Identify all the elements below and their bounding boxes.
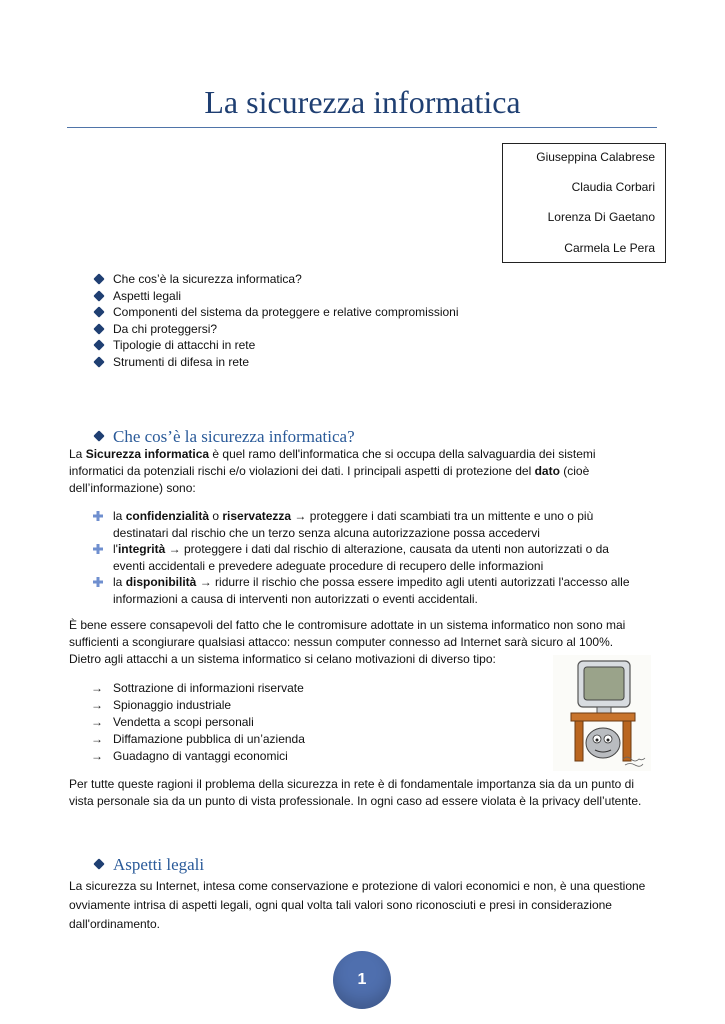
diamond-bullet-icon xyxy=(93,273,104,284)
diamond-bullet-icon xyxy=(93,339,104,350)
author-name: Claudia Corbari xyxy=(571,180,655,194)
cross-bullet-icon xyxy=(93,577,103,587)
computer-cartoon-illustration xyxy=(553,655,651,771)
diamond-bullet-icon xyxy=(93,306,104,317)
arrow-right-icon: → xyxy=(91,749,103,763)
section-heading-sicurezza: Che cos’è la sicurezza informatica? xyxy=(95,427,355,447)
authors-box xyxy=(502,143,666,263)
arrow-right-icon: → xyxy=(91,715,103,729)
list-item: → Sottrazione di informazioni riservate xyxy=(91,681,304,695)
legal-paragraph: La sicurezza su Internet, intesa come conservazione e protezione di valori economici e non, è una questione ovviamente intrisa di aspetti legali, ogni qual volta tali valori sono riconosciuti e presi in considerazione dall'ordinamento. xyxy=(69,879,646,931)
toc-item[interactable]: Tipologie di attacchi in rete xyxy=(95,337,459,354)
section-heading-aspetti-legali: Aspetti legali xyxy=(95,855,204,875)
consapevolezza-paragraph: È bene essere consapevoli del fatto che le contromisure adottate in un sistema informatico non sono mai sufficienti a scongiurare qualsiasi attacco: nessun computer connesso ad Internet sarà sicuro al 100%. Dietro agli attacchi a un sistema informatico si celano motivazioni di diverso tipo: xyxy=(69,618,626,666)
list-item: → Guadagno di vantaggi economici xyxy=(91,749,288,763)
diamond-bullet-icon xyxy=(93,323,104,334)
page-number-badge: 1 xyxy=(333,951,391,1009)
title-divider xyxy=(67,127,657,128)
cross-bullet-icon xyxy=(93,511,103,521)
author-name: Lorenza Di Gaetano xyxy=(547,210,655,224)
arrow-right-icon: → xyxy=(91,732,103,746)
author-name: Carmela Le Pera xyxy=(564,241,655,255)
list-item: → Spionaggio industriale xyxy=(91,698,232,712)
toc-item[interactable]: Che cos’è la sicurezza informatica? xyxy=(95,271,459,288)
diamond-bullet-icon xyxy=(93,430,104,441)
intro-paragraph: La Sicurezza informatica è quel ramo dell'informatica che si occupa della salvaguardia dei sistemi informatici da potenziali rischi e/o violazioni dei dati. I principali aspetti di protezione del dato (cioè dell’informazione) sono: xyxy=(69,447,596,495)
list-item: l'integrità → proteggere i dati dal rischio di alterazione, causata da utenti non autorizzati o da eventi accidentali e prevedere adeguate procedure di recupero delle informazioni xyxy=(113,541,673,574)
document-title: La sicurezza informatica xyxy=(204,84,521,120)
motivations-list xyxy=(91,680,473,765)
arrow-right-icon: → xyxy=(91,681,103,695)
list-item: → Diffamazione pubblica di un’azienda xyxy=(91,732,305,746)
author-name: Giuseppina Calabrese xyxy=(536,150,655,164)
table-of-contents xyxy=(95,271,459,370)
arrow-right-icon: → xyxy=(91,698,103,712)
conclusion-paragraph: Per tutte queste ragioni il problema della sicurezza in rete è di fondamentale importanza sia da un punto di vista personale sia da un punto di vista professionale. In ogni caso ad essere violata è la privacy dell’utente. xyxy=(69,777,642,808)
list-item: la disponibilità → ridurre il rischio che possa essere impedito agli utenti autorizzati l'accesso alle informazioni a causa di interventi non autorizzati o eventi accidentali. xyxy=(113,574,673,607)
cross-bullet-icon xyxy=(93,544,103,554)
list-item: → Vendetta a scopi personali xyxy=(91,715,254,729)
toc-item[interactable]: Strumenti di difesa in rete xyxy=(95,354,459,371)
toc-item[interactable]: Componenti del sistema da proteggere e relative compromissioni xyxy=(95,304,459,321)
diamond-bullet-icon xyxy=(93,356,104,367)
diamond-bullet-icon xyxy=(93,858,104,869)
toc-item[interactable]: Aspetti legali xyxy=(95,288,459,305)
diamond-bullet-icon xyxy=(93,290,104,301)
list-item: la confidenzialità o riservatezza → proteggere i dati scambiati tra un mittente e uno o più destinatari dal rischio che un terzo senza alcuna autorizzazione possa accedervi xyxy=(113,508,673,541)
protection-aspects-list xyxy=(113,508,673,607)
toc-item[interactable]: Da chi proteggersi? xyxy=(95,321,459,338)
